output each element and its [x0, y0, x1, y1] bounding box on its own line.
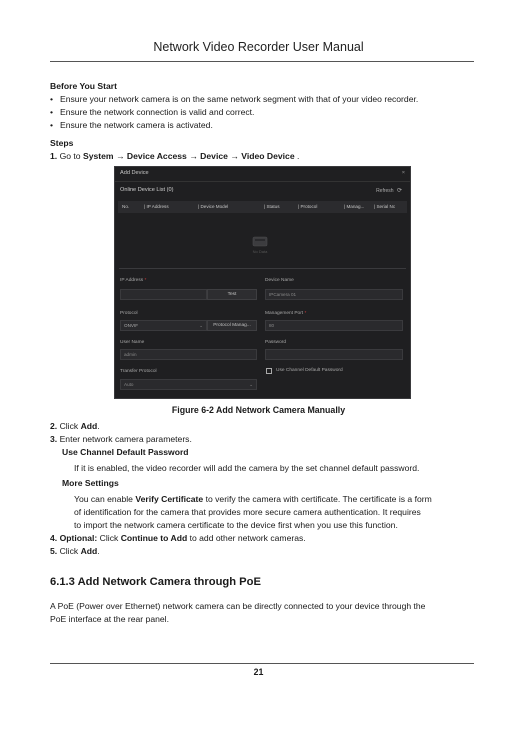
bullet-item: • Ensure the network camera is activated.: [50, 120, 213, 130]
more-settings-line-2: of identification for the camera that provides more secure camera authentication. It requires: [74, 507, 421, 517]
channel-password-desc: If it is enabled, the video recorder will add the camera by the set channel default password.: [74, 463, 420, 473]
empty-state: [249, 236, 271, 266]
protocol-label: Protocol: [120, 311, 138, 316]
user-name-input[interactable]: admin: [120, 349, 257, 360]
column-header[interactable]: | Protocol: [298, 204, 318, 209]
refresh-icon: ⟳: [396, 188, 402, 194]
password-input[interactable]: [265, 349, 403, 360]
form-divider: [119, 268, 406, 269]
refresh-button[interactable]: Refresh ⟳: [376, 188, 402, 194]
chevron-down-icon: ⌄: [199, 323, 203, 328]
online-device-list-title: Online Device List (0): [120, 187, 174, 193]
menu-path: System → Device Access → Device → Video Device: [82, 151, 295, 161]
more-settings-line-3: to import the network camera certificate to the device first when you use this function.: [74, 520, 398, 530]
empty-state-text: No Data: [252, 249, 268, 254]
protocol-select[interactable]: ONVIF ⌄: [120, 320, 207, 331]
ip-address-label: IP Address *: [120, 278, 147, 283]
chevron-down-icon: ⌄: [249, 382, 253, 387]
use-channel-default-checkbox[interactable]: [266, 368, 272, 374]
transfer-protocol-select[interactable]: Auto ⌄: [120, 379, 257, 390]
section-paragraph-line-1: A PoE (Power over Ethernet) network camera can be directly connected to your device through the: [50, 601, 426, 611]
column-header[interactable]: | Manag...: [344, 204, 365, 209]
bullet-dot: •: [50, 94, 54, 104]
column-header[interactable]: | Serial Nc: [374, 204, 396, 209]
page-number: 21: [253, 667, 264, 677]
column-header[interactable]: No.: [122, 204, 130, 209]
close-icon[interactable]: ×: [401, 170, 405, 176]
use-channel-default-label: Use Channel Default Password: [276, 368, 343, 373]
step-5: 5. Click Add.: [50, 546, 100, 556]
bullet-item: • Ensure your network camera is on the same network segment with that of your video recorder.: [50, 94, 419, 104]
figure-caption: Figure 6-2 Add Network Camera Manually: [171, 405, 346, 415]
test-button[interactable]: Test: [207, 289, 257, 300]
add-device-dialog: [114, 166, 411, 399]
sub-heading-more-settings: More Settings: [62, 478, 119, 488]
step-1: 1. Go to System → Device Access → Device → Video Device .: [50, 151, 300, 161]
footer-rule: [50, 663, 474, 664]
column-header[interactable]: | Device Model: [198, 204, 229, 209]
device-name-label: Device Name: [265, 278, 294, 283]
section-paragraph-line-2: PoE interface at the rear panel.: [50, 614, 169, 624]
column-header[interactable]: | Status: [264, 204, 280, 209]
dialog-title: Add Device: [120, 170, 149, 176]
dialog-divider: [115, 181, 410, 182]
user-name-label: User Name: [120, 340, 145, 345]
step-4: 4. Optional: Click Continue to Add to add other network cameras.: [50, 533, 306, 543]
bullet-item: • Ensure the network connection is valid and correct.: [50, 107, 255, 117]
bullet-dot: •: [50, 120, 54, 130]
column-header[interactable]: | IP Address: [144, 204, 169, 209]
before-start-heading: Before You Start: [50, 81, 118, 91]
steps-heading: Steps: [50, 138, 74, 148]
management-port-label: Management Port *: [265, 311, 307, 316]
transfer-protocol-label: Transfer Protocol: [120, 369, 157, 374]
password-label: Password: [265, 340, 287, 345]
header-rule: [50, 61, 474, 62]
no-data-icon: [252, 236, 268, 247]
page-header: Network Video Recorder User Manual: [153, 40, 364, 54]
bullet-dot: •: [50, 107, 54, 117]
device-table-header: [118, 201, 407, 213]
ip-address-input[interactable]: [120, 289, 207, 300]
sub-heading-channel-password: Use Channel Default Password: [62, 447, 189, 457]
management-port-input[interactable]: 80: [265, 320, 403, 331]
step-2: 2. Click Add.: [50, 421, 100, 431]
step-3: 3. Enter network camera parameters.: [50, 434, 192, 444]
device-name-input[interactable]: IPCamera 01: [265, 289, 403, 300]
more-settings-line-1: You can enable Verify Certificate to verify the camera with certificate. The certificate is a form: [74, 494, 432, 504]
protocol-manage-button[interactable]: Protocol Manag...: [207, 320, 257, 331]
section-title: 6.1.3 Add Network Camera through PoE: [50, 576, 261, 588]
